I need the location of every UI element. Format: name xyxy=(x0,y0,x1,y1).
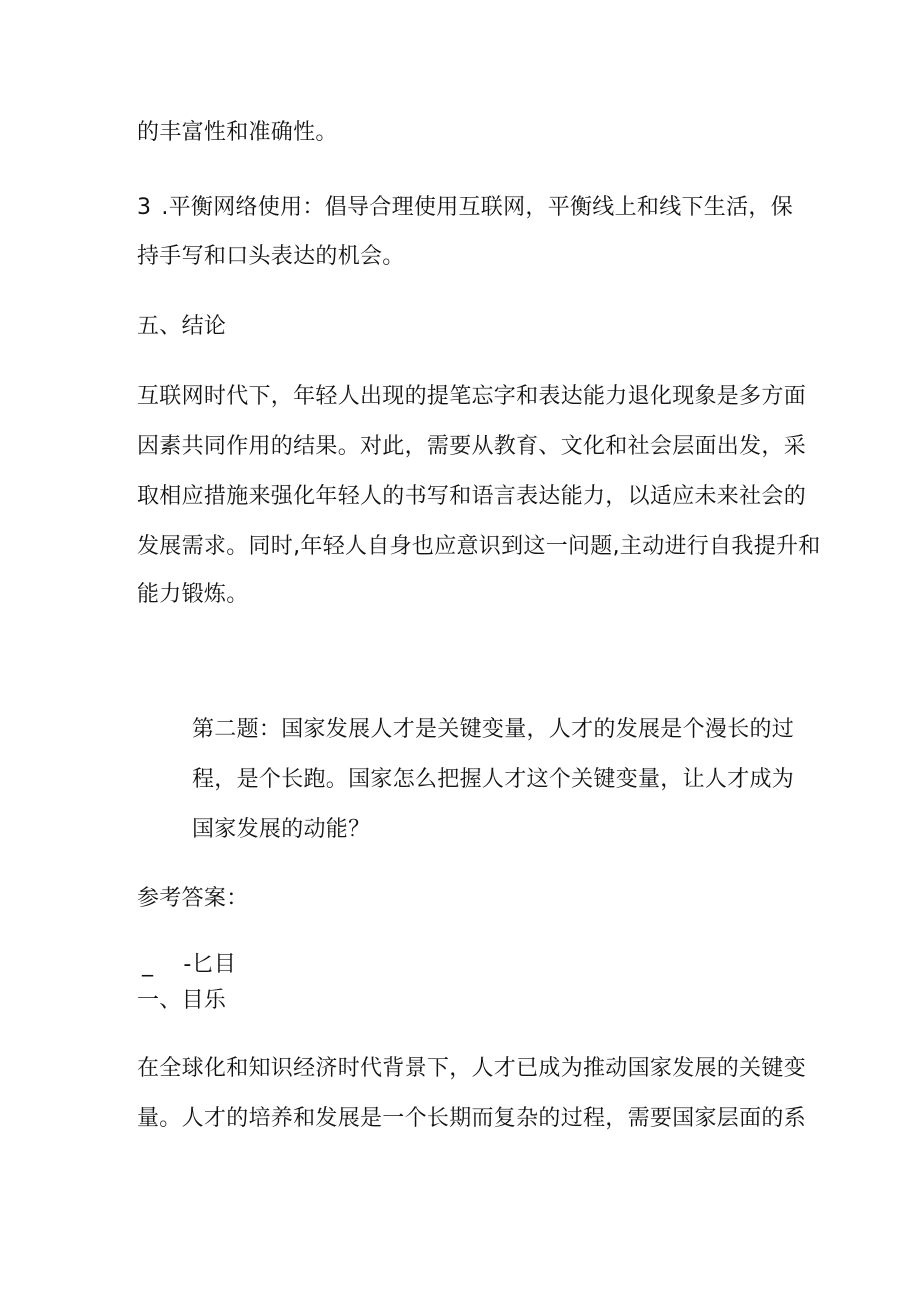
question-line: 国家发展的动能？ xyxy=(192,817,371,842)
paragraph-line: 的丰富性和准确性。 xyxy=(137,120,338,145)
question-line: 第二题：国家发展人才是关键变量，人才的发展是个漫长的过 xyxy=(192,717,795,742)
paragraph-line: 量。人才的培养和发展是一个长期而复杂的过程，需要国家层面的系 xyxy=(137,1106,807,1131)
answer-label: 参考答案： xyxy=(137,886,249,911)
question-line: 程，是个长跑。国家怎么把握人才这个关键变量，让人才成为 xyxy=(192,767,795,792)
paragraph-line: 因素共同作用的结果。对此，需要从教育、文化和社会层面出发，采 xyxy=(137,434,807,459)
garbled-left: _ xyxy=(142,952,154,977)
paragraph-line: 能力锻炼。 xyxy=(137,582,249,607)
paragraph-line: 持手写和口头表达的机会。 xyxy=(137,244,405,269)
section-heading: 五、结论 xyxy=(137,314,227,339)
list-item-3 xyxy=(137,193,793,223)
list-number: 3 xyxy=(137,195,152,220)
garbled-right: -匕目 xyxy=(183,952,237,977)
paragraph-line: 发展需求。同时,年轻人自身也应意识到这一问题,主动进行自我提升和 xyxy=(137,534,821,559)
paragraph-line: 取相应措施来强化年轻人的书写和语言表达能力，以适应未来社会的 xyxy=(137,484,807,509)
paragraph-line: 互联网时代下，年轻人出现的提笔忘字和表达能力退化现象是多方面 xyxy=(137,384,807,409)
garbled-line xyxy=(142,950,236,980)
paragraph-line: 在全球化和知识经济时代背景下，人才已成为推动国家发展的关键变 xyxy=(137,1056,807,1081)
heading-one: 一、目乐 xyxy=(137,988,227,1013)
list-item-text: .平衡网络使用：倡导合理使用互联网，平衡线上和线下生活，保 xyxy=(161,195,794,220)
